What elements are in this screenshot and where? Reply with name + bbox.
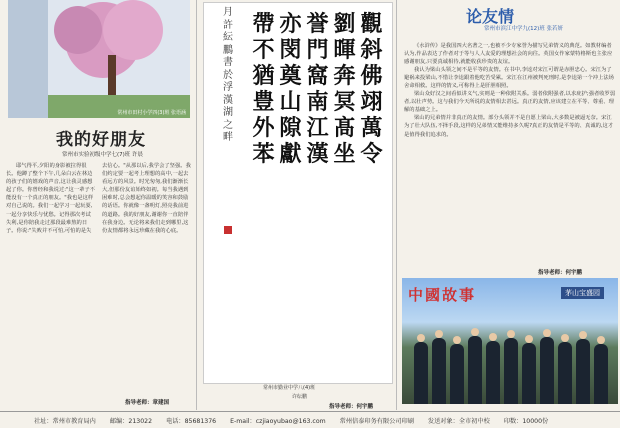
photo-banner-sub: 茅山宝盛园 xyxy=(561,287,604,299)
calligraphy-column: 亦 閔 奠 山 隙 獻 xyxy=(279,11,302,167)
calligraphy-inscription: 月許紜鵬書於浮漢湖之畔 xyxy=(223,7,233,143)
paragraph: 梁山众好汉之间看似讲义气,实则是一种依附关系。弱者依附强者,以求庇护;强者收罗弱者,以壮声势。这与我们今天所说的友情相去甚远。真正的友情,应该建立在平等、尊重、理解的基础之上。 xyxy=(404,91,616,114)
calligraphy-section xyxy=(197,0,395,410)
footer-distribution: 发送对象：全市初中校 xyxy=(427,417,490,425)
article-byline: 常州市实验初级中学七(7)班 许晨 xyxy=(62,152,144,158)
photo-caption: 常州市田村小学四(3)班 张语涵 xyxy=(117,110,186,116)
article-body: 耶气得平,夕阳的身影被拉得很长。他蹲了整个下午,几朵白云在林边的孩子们的嬉戏的声音,这让我灵感想起了你。你曾经和我说过:"这一辈子不能没有一个真正的朋友。"我也是这样对自己说的。我们一起学习一起玩耍,一起分享快乐与忧愁。记得那次考试失利,是你陪我走过那段最难熬的日子。你说:"失败并不可怕,可怕的是失去信心。"从那以后,我学会了坚强。我们约定要一起考上理想的高中,一起去看远方的风景。时光匆匆,我们渐渐长大,但那份友谊始终如初。每当我遇到困难时,总会想起你温暖的笑容和鼓励的话语。你就像一盏明灯,照亮我前进的道路。我的好朋友,谢谢你一直陪伴在我身边。无论将来我们走到哪里,这份友情都将永远珍藏在我的心底。 xyxy=(6,163,191,234)
calligraphy-column: 劉 暉 奔 冥 髙 坐 xyxy=(333,11,356,167)
paragraph: 《水浒传》是我国四大名著之一,也被不少专家誉为描写兄弟情义的典范。如教材编者认为,作品表达了作者对于等与人人友爱的理想社会的向往。英国女作家蒙特格斯也主张应感谢朋友,只要真诚相待,就能收获珍贵的友谊。 xyxy=(404,43,613,66)
paragraph: 梁山的兄弟情并非真正的友情。部分头领并不是自愿上梁山,大多数是被逼无奈。宋江为了壮大队伍,不择手段,这样的兄弟情又能维持多久呢?真正的友情是平等的、真诚的,这才是值得我们追求的。 xyxy=(404,115,614,138)
article-title: 我的好朋友 xyxy=(56,130,146,150)
red-seal-stamp xyxy=(224,226,232,234)
article-body xyxy=(404,42,616,139)
left-article xyxy=(0,0,195,410)
calligraphy-credit-class: 常州市勤业中学八(4)班 xyxy=(263,385,316,391)
calligraphy-column: 帶 不 猶 豊 外 苯 xyxy=(252,11,275,167)
paragraph: 我认为梁山头领之间不是平等的友情。在书中,李逵对宋江可谓是赤胆忠心。宋江为了避祸来投梁山,不惜让李逵跟着他吃苦受累。宋江在江州被判死刑时,是李逵第一个冲上法场舍命相救。这样的情义,可称得上是肝胆相照。 xyxy=(404,67,614,90)
column-divider xyxy=(396,0,397,410)
footer-postcode: 邮编：213022 xyxy=(109,417,153,425)
teacher-credit: 指导老师：章建国 xyxy=(125,400,170,406)
teacher-credit: 指导老师：何宇鹏 xyxy=(329,404,374,410)
footer-email: E-mail：czjiaoyubao@163.com xyxy=(230,417,326,425)
student-painting-photo xyxy=(8,0,190,120)
calligraphy-column: 觀 斜 佛 翊 萬 令 xyxy=(360,11,383,167)
article-title: 论友情 xyxy=(466,7,515,26)
teacher-credit: 指导老师：何宇鹏 xyxy=(538,270,583,276)
photo-banner: 中國故事 xyxy=(408,286,477,304)
calligraphy-artwork xyxy=(203,2,393,384)
footer-phone: 电话：85681376 xyxy=(166,417,217,425)
calligraphy-credit-name: 许纭鹏 xyxy=(292,394,308,400)
group-photo xyxy=(402,278,618,404)
footer-address: 社址：常州市教育局内 xyxy=(34,417,96,425)
right-article xyxy=(398,0,620,410)
article-byline: 常州市滨江中学九(12)班 张若妍 xyxy=(484,26,564,32)
footer-copies: 印数：10000份 xyxy=(503,417,549,425)
painting-illustration xyxy=(8,0,190,118)
page-footer xyxy=(0,411,620,428)
footer-printer: 常州信泰印务有限公司印刷 xyxy=(339,417,414,425)
calligraphy-column: 誉 門 窩 南 江 漢 xyxy=(306,11,329,167)
